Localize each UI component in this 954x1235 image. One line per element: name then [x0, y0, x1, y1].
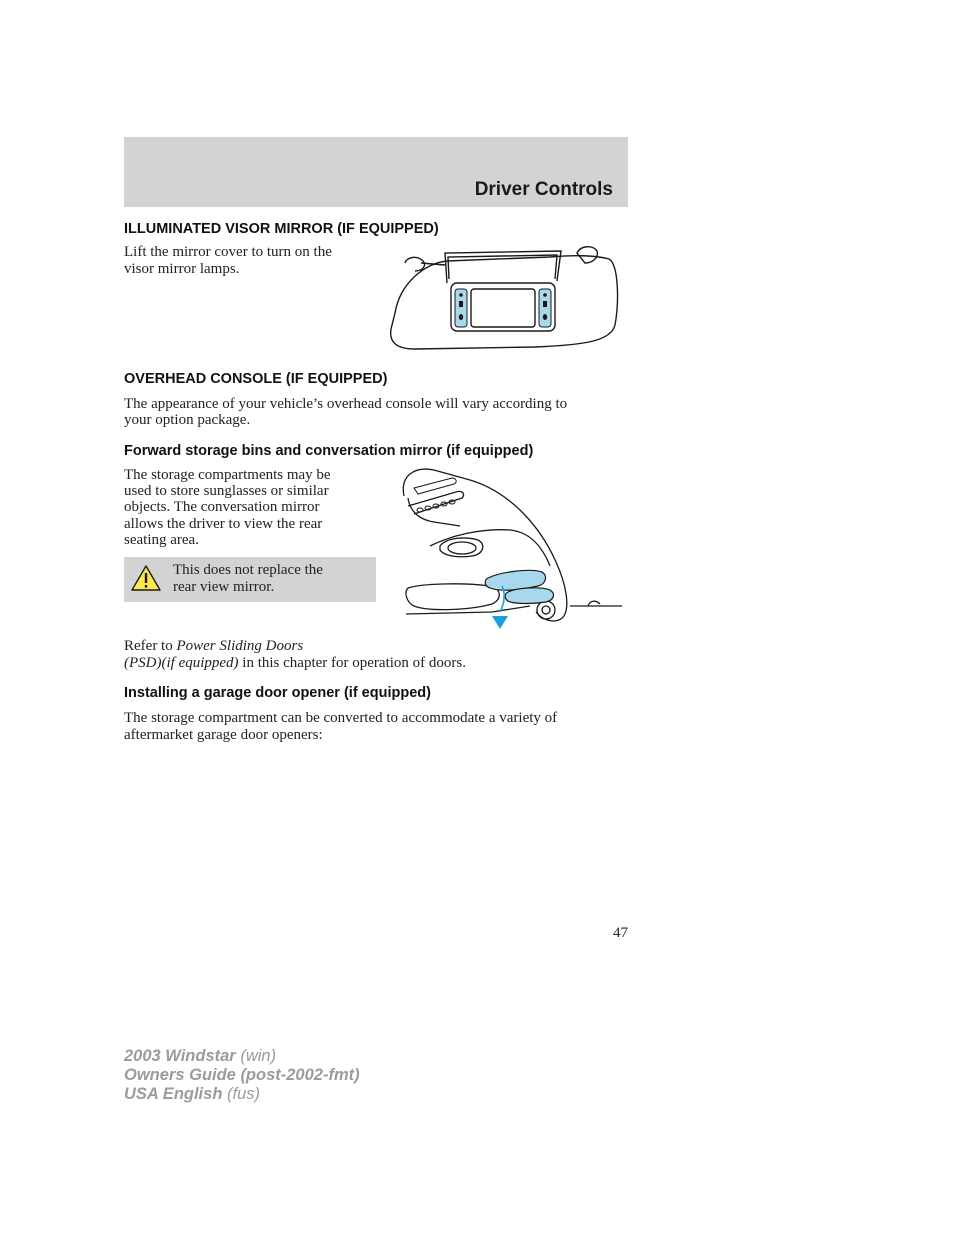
warning-triangle-icon — [130, 564, 162, 592]
storage-text-line-4: allows the driver to view the rear — [124, 516, 323, 532]
storage-text-line-2: used to store sunglasses or similar — [124, 483, 329, 499]
garage-text-line-2: aftermarket garage door openers: — [124, 727, 323, 743]
visor-mirror-heading: ILLUMINATED VISOR MIRROR (IF EQUIPPED) — [124, 221, 439, 237]
footer-model-code: (win) — [240, 1047, 277, 1065]
footer-line-1 — [124, 1047, 360, 1066]
footer-guide: Owners Guide (post-2002-fmt) — [124, 1066, 360, 1084]
refer-prefix: Refer to — [124, 638, 173, 654]
footer-line-3 — [124, 1085, 360, 1104]
storage-bins-heading: Forward storage bins and conversation mirror (if equipped) — [124, 443, 534, 459]
storage-text-line-3: objects. The conversation mirror — [124, 499, 320, 515]
footer-line-2 — [124, 1066, 360, 1085]
refer-line-1 — [124, 638, 303, 655]
caution-text-line-1: This does not replace the — [173, 562, 323, 578]
garage-opener-heading: Installing a garage door opener (if equipped) — [124, 685, 431, 701]
caution-text — [173, 562, 369, 595]
footer — [124, 1047, 360, 1104]
refer-suffix: in this chapter for operation of doors. — [242, 655, 466, 671]
storage-text-line-1: The storage compartments may be — [124, 467, 331, 483]
visor-mirror-illustration — [385, 243, 625, 353]
footer-language-code: (fus) — [227, 1085, 260, 1103]
caution-text-line-2: rear view mirror. — [173, 578, 275, 595]
overhead-console-heading: OVERHEAD CONSOLE (IF EQUIPPED) — [124, 371, 388, 387]
console-text-line-2: your option package. — [124, 412, 251, 428]
overhead-console-illustration — [400, 466, 626, 632]
storage-text-line-5: seating area. — [124, 532, 199, 548]
garage-text-line-1: The storage compartment can be converted to accommodate a variety of — [124, 710, 558, 726]
page-number: 47 — [613, 925, 628, 941]
header-band — [124, 137, 628, 207]
psd-reference-link-part-2: (PSD)(if equipped) — [124, 655, 239, 671]
refer-line-2 — [124, 655, 466, 672]
psd-reference-link-part-1: Power Sliding Doors — [176, 638, 304, 654]
console-text-line-1: The appearance of your vehicle’s overhead console will vary according to — [124, 396, 568, 412]
caution-box — [124, 557, 376, 602]
visor-text-line-1: Lift the mirror cover to turn on the — [124, 244, 332, 260]
footer-language: USA English — [124, 1085, 223, 1103]
visor-text-line-2: visor mirror lamps. — [124, 261, 240, 277]
page-title: Driver Controls — [474, 179, 613, 200]
footer-model: 2003 Windstar — [124, 1047, 236, 1065]
